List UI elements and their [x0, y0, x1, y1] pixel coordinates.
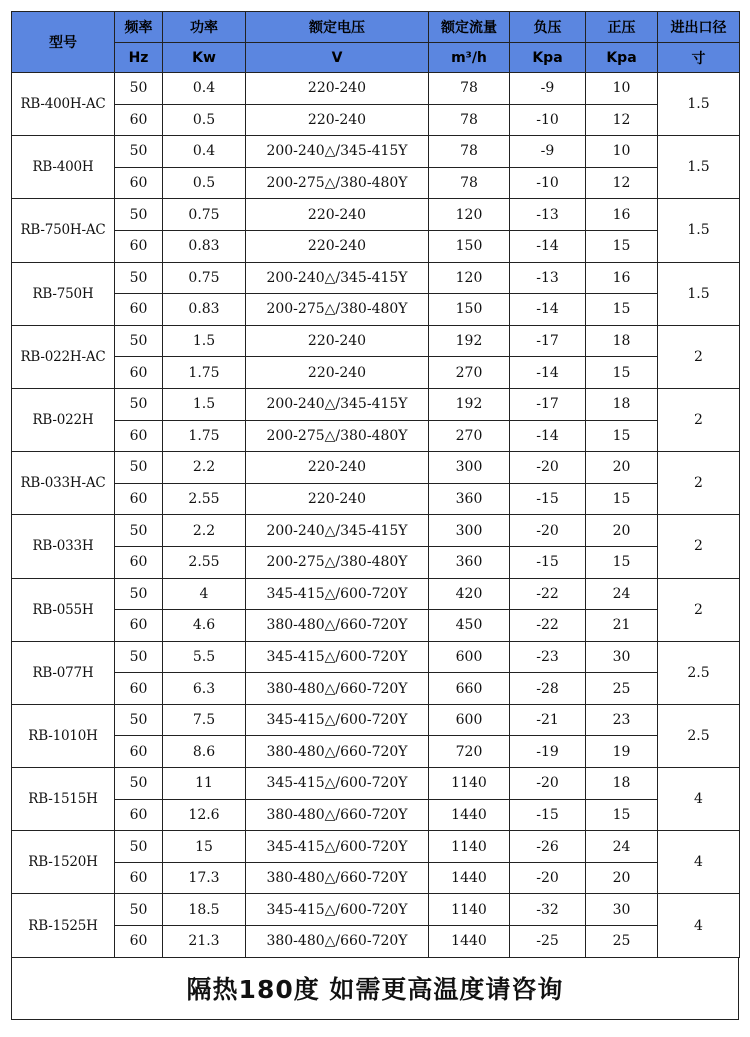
- cell-vacuum: -15: [510, 546, 586, 578]
- cell-flow: 600: [429, 641, 510, 673]
- table-row: [12, 704, 740, 736]
- cell-pressure: 25: [586, 673, 658, 705]
- cell-vacuum: -32: [510, 894, 586, 926]
- header-flow: 额定流量: [429, 12, 510, 43]
- cell-power: 12.6: [163, 799, 246, 831]
- cell-model: RB-055H: [12, 578, 115, 641]
- cell-power: 4: [163, 578, 246, 610]
- table-row: [12, 831, 740, 863]
- cell-flow: 78: [429, 73, 510, 105]
- header-power-unit: Kw: [163, 43, 246, 73]
- header-vacuum: 负压: [510, 12, 586, 43]
- cell-freq: 50: [115, 831, 163, 863]
- cell-power: 1.75: [163, 420, 246, 452]
- cell-pressure: 10: [586, 136, 658, 168]
- cell-port: 1.5: [658, 73, 740, 136]
- table-row: [12, 420, 740, 452]
- cell-power: 0.5: [163, 167, 246, 199]
- cell-pressure: 15: [586, 230, 658, 262]
- table-row: [12, 262, 740, 294]
- cell-voltage: 200-240△/345-415Y: [246, 262, 429, 294]
- cell-port: 2: [658, 578, 740, 641]
- cell-freq: 60: [115, 673, 163, 705]
- cell-power: 2.2: [163, 515, 246, 547]
- cell-pressure: 15: [586, 546, 658, 578]
- cell-pressure: 19: [586, 736, 658, 768]
- cell-vacuum: -22: [510, 578, 586, 610]
- table-row: [12, 73, 740, 105]
- cell-port: 4: [658, 831, 740, 894]
- cell-pressure: 30: [586, 894, 658, 926]
- table-row: [12, 452, 740, 484]
- cell-voltage: 220-240: [246, 325, 429, 357]
- table-header: [12, 12, 740, 73]
- table-row: [12, 673, 740, 705]
- cell-freq: 60: [115, 483, 163, 515]
- cell-freq: 50: [115, 768, 163, 800]
- cell-pressure: 10: [586, 73, 658, 105]
- cell-freq: 60: [115, 736, 163, 768]
- table-row: [12, 894, 740, 926]
- table-row: [12, 104, 740, 136]
- cell-pressure: 12: [586, 167, 658, 199]
- cell-voltage: 380-480△/660-720Y: [246, 926, 429, 958]
- cell-pressure: 15: [586, 799, 658, 831]
- cell-power: 1.5: [163, 325, 246, 357]
- table-row: [12, 610, 740, 642]
- cell-flow: 120: [429, 262, 510, 294]
- cell-freq: 60: [115, 420, 163, 452]
- cell-voltage: 380-480△/660-720Y: [246, 799, 429, 831]
- cell-flow: 150: [429, 230, 510, 262]
- cell-power: 11: [163, 768, 246, 800]
- cell-port: 2: [658, 452, 740, 515]
- cell-vacuum: -23: [510, 641, 586, 673]
- cell-freq: 50: [115, 641, 163, 673]
- cell-voltage: 200-275△/380-480Y: [246, 167, 429, 199]
- cell-port: 2: [658, 515, 740, 578]
- cell-power: 2.55: [163, 546, 246, 578]
- cell-model: RB-077H: [12, 641, 115, 704]
- table-row: [12, 862, 740, 894]
- cell-pressure: 15: [586, 420, 658, 452]
- header-model: 型号: [12, 12, 115, 73]
- cell-power: 0.4: [163, 136, 246, 168]
- cell-freq: 50: [115, 73, 163, 105]
- cell-flow: 300: [429, 452, 510, 484]
- cell-vacuum: -9: [510, 73, 586, 105]
- table-row: [12, 294, 740, 326]
- cell-freq: 60: [115, 546, 163, 578]
- cell-power: 1.5: [163, 388, 246, 420]
- cell-freq: 60: [115, 610, 163, 642]
- table-row: [12, 736, 740, 768]
- table-row: [12, 578, 740, 610]
- cell-pressure: 16: [586, 262, 658, 294]
- table-row: [12, 230, 740, 262]
- cell-port: 2.5: [658, 704, 740, 767]
- cell-power: 0.83: [163, 294, 246, 326]
- cell-flow: 360: [429, 546, 510, 578]
- cell-freq: 60: [115, 167, 163, 199]
- cell-freq: 50: [115, 199, 163, 231]
- cell-power: 2.2: [163, 452, 246, 484]
- cell-port: 2.5: [658, 641, 740, 704]
- cell-vacuum: -25: [510, 926, 586, 958]
- cell-flow: 660: [429, 673, 510, 705]
- cell-power: 0.4: [163, 73, 246, 105]
- cell-freq: 50: [115, 136, 163, 168]
- cell-flow: 720: [429, 736, 510, 768]
- table-row: [12, 768, 740, 800]
- cell-voltage: 220-240: [246, 483, 429, 515]
- header-freq: 频率: [115, 12, 163, 43]
- cell-vacuum: -9: [510, 136, 586, 168]
- cell-pressure: 15: [586, 483, 658, 515]
- spec-table: [11, 11, 740, 958]
- spec-sheet: [11, 11, 739, 1020]
- cell-vacuum: -10: [510, 167, 586, 199]
- cell-flow: 600: [429, 704, 510, 736]
- cell-flow: 1440: [429, 926, 510, 958]
- cell-flow: 270: [429, 357, 510, 389]
- cell-model: RB-1515H: [12, 768, 115, 831]
- cell-voltage: 345-415△/600-720Y: [246, 704, 429, 736]
- cell-model: RB-400H: [12, 136, 115, 199]
- cell-voltage: 200-275△/380-480Y: [246, 294, 429, 326]
- table-row: [12, 483, 740, 515]
- cell-freq: 60: [115, 230, 163, 262]
- cell-voltage: 220-240: [246, 73, 429, 105]
- cell-power: 7.5: [163, 704, 246, 736]
- cell-model: RB-750H-AC: [12, 199, 115, 262]
- header-port: 进出口径: [658, 12, 740, 43]
- header-voltage: 额定电压: [246, 12, 429, 43]
- cell-vacuum: -17: [510, 325, 586, 357]
- cell-model: RB-033H: [12, 515, 115, 578]
- cell-voltage: 220-240: [246, 357, 429, 389]
- cell-pressure: 30: [586, 641, 658, 673]
- cell-freq: 50: [115, 515, 163, 547]
- cell-port: 4: [658, 894, 740, 957]
- cell-power: 0.75: [163, 262, 246, 294]
- cell-voltage: 380-480△/660-720Y: [246, 862, 429, 894]
- cell-voltage: 200-240△/345-415Y: [246, 388, 429, 420]
- cell-model: RB-400H-AC: [12, 73, 115, 136]
- cell-voltage: 345-415△/600-720Y: [246, 768, 429, 800]
- cell-voltage: 200-275△/380-480Y: [246, 546, 429, 578]
- cell-flow: 450: [429, 610, 510, 642]
- cell-port: 2: [658, 388, 740, 451]
- cell-voltage: 220-240: [246, 230, 429, 262]
- cell-port: 1.5: [658, 199, 740, 262]
- cell-flow: 1440: [429, 799, 510, 831]
- cell-flow: 1140: [429, 894, 510, 926]
- cell-freq: 50: [115, 578, 163, 610]
- cell-model: RB-022H-AC: [12, 325, 115, 388]
- cell-flow: 120: [429, 199, 510, 231]
- cell-flow: 420: [429, 578, 510, 610]
- cell-flow: 1140: [429, 768, 510, 800]
- cell-pressure: 18: [586, 325, 658, 357]
- cell-voltage: 380-480△/660-720Y: [246, 736, 429, 768]
- cell-voltage: 220-240: [246, 104, 429, 136]
- cell-vacuum: -17: [510, 388, 586, 420]
- cell-freq: 50: [115, 704, 163, 736]
- cell-power: 18.5: [163, 894, 246, 926]
- table-row: [12, 546, 740, 578]
- cell-vacuum: -21: [510, 704, 586, 736]
- cell-freq: 50: [115, 325, 163, 357]
- cell-freq: 60: [115, 357, 163, 389]
- cell-pressure: 23: [586, 704, 658, 736]
- cell-power: 6.3: [163, 673, 246, 705]
- header-port-unit: 寸: [658, 43, 740, 73]
- cell-pressure: 24: [586, 831, 658, 863]
- cell-power: 5.5: [163, 641, 246, 673]
- cell-flow: 78: [429, 136, 510, 168]
- cell-model: RB-022H: [12, 388, 115, 451]
- cell-flow: 78: [429, 104, 510, 136]
- table-row: [12, 136, 740, 168]
- cell-pressure: 20: [586, 452, 658, 484]
- cell-vacuum: -19: [510, 736, 586, 768]
- cell-vacuum: -13: [510, 262, 586, 294]
- cell-flow: 78: [429, 167, 510, 199]
- cell-pressure: 18: [586, 388, 658, 420]
- table-row: [12, 515, 740, 547]
- table-row: [12, 199, 740, 231]
- cell-pressure: 25: [586, 926, 658, 958]
- cell-power: 17.3: [163, 862, 246, 894]
- cell-vacuum: -20: [510, 452, 586, 484]
- cell-freq: 50: [115, 388, 163, 420]
- header-flow-unit: m³/h: [429, 43, 510, 73]
- cell-flow: 270: [429, 420, 510, 452]
- cell-freq: 50: [115, 262, 163, 294]
- cell-power: 21.3: [163, 926, 246, 958]
- cell-flow: 1140: [429, 831, 510, 863]
- header-power: 功率: [163, 12, 246, 43]
- table-row: [12, 799, 740, 831]
- cell-power: 0.5: [163, 104, 246, 136]
- cell-voltage: 345-415△/600-720Y: [246, 641, 429, 673]
- cell-flow: 300: [429, 515, 510, 547]
- table-body: [12, 73, 740, 958]
- header-vacuum-unit: Kpa: [510, 43, 586, 73]
- header-freq-unit: Hz: [115, 43, 163, 73]
- table-row: [12, 388, 740, 420]
- cell-flow: 192: [429, 325, 510, 357]
- cell-vacuum: -26: [510, 831, 586, 863]
- cell-power: 0.75: [163, 199, 246, 231]
- footer-note: 隔热180度 如需更高温度请咨询: [11, 958, 739, 1020]
- cell-power: 0.83: [163, 230, 246, 262]
- cell-vacuum: -14: [510, 294, 586, 326]
- cell-vacuum: -15: [510, 799, 586, 831]
- cell-port: 4: [658, 768, 740, 831]
- table-row: [12, 926, 740, 958]
- cell-power: 15: [163, 831, 246, 863]
- cell-voltage: 200-275△/380-480Y: [246, 420, 429, 452]
- header-pressure-unit: Kpa: [586, 43, 658, 73]
- cell-pressure: 12: [586, 104, 658, 136]
- cell-flow: 192: [429, 388, 510, 420]
- cell-pressure: 15: [586, 357, 658, 389]
- cell-vacuum: -14: [510, 420, 586, 452]
- cell-model: RB-1525H: [12, 894, 115, 957]
- cell-model: RB-750H: [12, 262, 115, 325]
- cell-port: 1.5: [658, 262, 740, 325]
- cell-voltage: 220-240: [246, 452, 429, 484]
- cell-power: 8.6: [163, 736, 246, 768]
- cell-vacuum: -20: [510, 862, 586, 894]
- table-row: [12, 357, 740, 389]
- table-row: [12, 641, 740, 673]
- header-voltage-unit: V: [246, 43, 429, 73]
- cell-voltage: 345-415△/600-720Y: [246, 894, 429, 926]
- cell-model: RB-033H-AC: [12, 452, 115, 515]
- cell-model: RB-1520H: [12, 831, 115, 894]
- cell-freq: 50: [115, 452, 163, 484]
- cell-vacuum: -10: [510, 104, 586, 136]
- table-row: [12, 325, 740, 357]
- cell-vacuum: -14: [510, 357, 586, 389]
- cell-power: 1.75: [163, 357, 246, 389]
- cell-freq: 60: [115, 799, 163, 831]
- cell-voltage: 200-240△/345-415Y: [246, 136, 429, 168]
- cell-vacuum: -13: [510, 199, 586, 231]
- cell-freq: 60: [115, 926, 163, 958]
- cell-vacuum: -14: [510, 230, 586, 262]
- cell-pressure: 18: [586, 768, 658, 800]
- cell-port: 2: [658, 325, 740, 388]
- cell-voltage: 380-480△/660-720Y: [246, 673, 429, 705]
- cell-pressure: 16: [586, 199, 658, 231]
- cell-flow: 360: [429, 483, 510, 515]
- cell-model: RB-1010H: [12, 704, 115, 767]
- cell-pressure: 21: [586, 610, 658, 642]
- cell-freq: 60: [115, 104, 163, 136]
- cell-voltage: 380-480△/660-720Y: [246, 610, 429, 642]
- cell-pressure: 15: [586, 294, 658, 326]
- header-pressure: 正压: [586, 12, 658, 43]
- cell-flow: 150: [429, 294, 510, 326]
- cell-pressure: 24: [586, 578, 658, 610]
- cell-voltage: 345-415△/600-720Y: [246, 578, 429, 610]
- cell-voltage: 345-415△/600-720Y: [246, 831, 429, 863]
- cell-flow: 1440: [429, 862, 510, 894]
- cell-vacuum: -15: [510, 483, 586, 515]
- cell-pressure: 20: [586, 862, 658, 894]
- cell-power: 4.6: [163, 610, 246, 642]
- cell-freq: 60: [115, 862, 163, 894]
- cell-voltage: 200-240△/345-415Y: [246, 515, 429, 547]
- cell-port: 1.5: [658, 136, 740, 199]
- cell-power: 2.55: [163, 483, 246, 515]
- table-row: [12, 167, 740, 199]
- cell-pressure: 20: [586, 515, 658, 547]
- cell-vacuum: -28: [510, 673, 586, 705]
- cell-voltage: 220-240: [246, 199, 429, 231]
- cell-freq: 50: [115, 894, 163, 926]
- cell-vacuum: -20: [510, 768, 586, 800]
- cell-vacuum: -22: [510, 610, 586, 642]
- cell-freq: 60: [115, 294, 163, 326]
- cell-vacuum: -20: [510, 515, 586, 547]
